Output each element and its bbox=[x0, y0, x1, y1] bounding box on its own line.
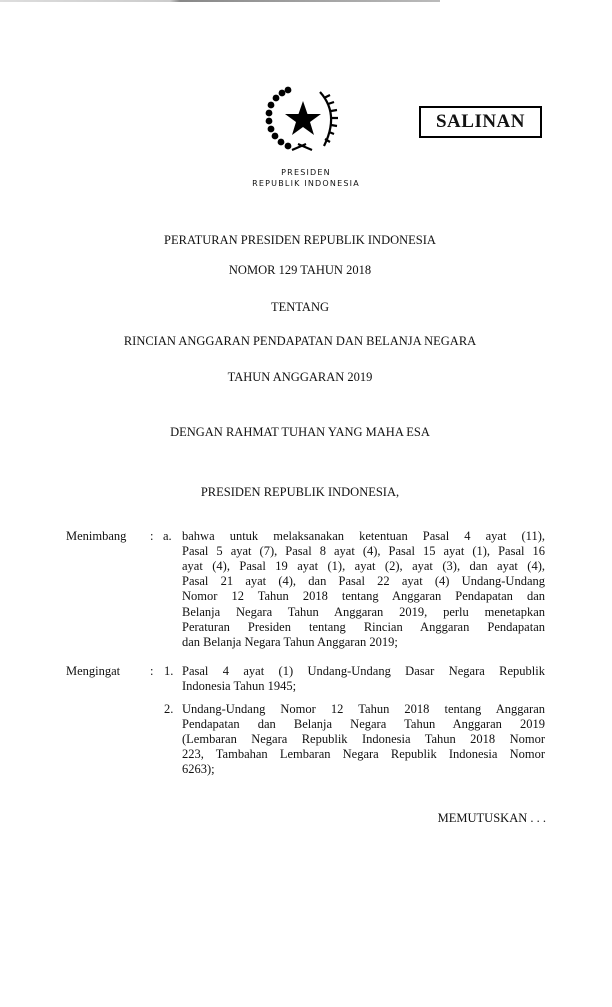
fiscal-year: TAHUN ANGGARAN 2019 bbox=[227, 370, 373, 384]
salinan-stamp: SALINAN bbox=[419, 106, 542, 138]
page-continuation: MEMUTUSKAN . . . bbox=[437, 811, 546, 825]
text-line: Pasal 5 ayat (7), Pasal 8 ayat (4), Pasal 15 ayat (1), Pasal 16 bbox=[182, 544, 545, 558]
item-marker: a. bbox=[163, 529, 172, 543]
regulation-title: PERATURAN PRESIDEN REPUBLIK INDONESIA bbox=[164, 233, 436, 247]
letterhead-line2: REPUBLIK INDONESIA bbox=[252, 179, 360, 188]
text-line: Peraturan Presiden tentang Rincian Anggaran Pendapatan bbox=[182, 620, 545, 634]
text-line: Pasal 21 ayat (4), dan Pasal 22 ayat (4) Undang-Undang bbox=[182, 574, 545, 588]
top-border bbox=[0, 0, 440, 2]
invocation: DENGAN RAHMAT TUHAN YANG MAHA ESA bbox=[170, 425, 430, 439]
regulation-subject: RINCIAN ANGGARAN PENDAPATAN DAN BELANJA NEGARA bbox=[123, 334, 477, 348]
garuda-presidential-emblem-icon bbox=[262, 84, 344, 156]
text-line: 6263); bbox=[182, 762, 215, 776]
text-line: Pasal 4 ayat (1) Undang-Undang Dasar Negara Republik bbox=[182, 664, 545, 678]
colon: : bbox=[150, 664, 154, 678]
item-marker: 1. bbox=[164, 664, 174, 678]
text-line: dan Belanja Negara Tahun Anggaran 2019; bbox=[182, 635, 398, 649]
letterhead-line1: PRESIDEN bbox=[281, 168, 331, 177]
text-line: bahwa untuk melaksanakan ketentuan Pasal 4 ayat (11), bbox=[182, 529, 545, 543]
text-line: Indonesia Tahun 1945; bbox=[182, 679, 297, 693]
text-line: Belanja Negara Tahun Anggaran 2019, perlu menetapkan bbox=[182, 605, 545, 619]
colon: : bbox=[150, 529, 154, 543]
item-marker: 2. bbox=[164, 702, 174, 716]
text-line: ayat (4), Pasal 19 ayat (1), ayat (2), ayat (3), dan ayat (4), bbox=[182, 559, 545, 573]
regulation-number: NOMOR 129 TAHUN 2018 bbox=[228, 263, 372, 277]
menimbang-label: Menimbang bbox=[66, 529, 127, 543]
text-line: Nomor 12 Tahun 2018 tentang Anggaran Pendapatan dan bbox=[182, 589, 545, 603]
text-line: Pendapatan dan Belanja Negara Tahun Anggaran 2019 bbox=[182, 717, 545, 731]
issuer: PRESIDEN REPUBLIK INDONESIA, bbox=[200, 485, 400, 499]
text-line: Undang-Undang Nomor 12 Tahun 2018 tentang Anggaran bbox=[182, 702, 545, 716]
mengingat-label: Mengingat bbox=[66, 664, 121, 678]
heading-tentang: TENTANG bbox=[270, 300, 329, 314]
text-line: 223, Tambahan Lembaran Negara Republik Indonesia Nomor bbox=[182, 747, 545, 761]
text-line: (Lembaran Negara Republik Indonesia Tahun 2018 Nomor bbox=[182, 732, 545, 746]
